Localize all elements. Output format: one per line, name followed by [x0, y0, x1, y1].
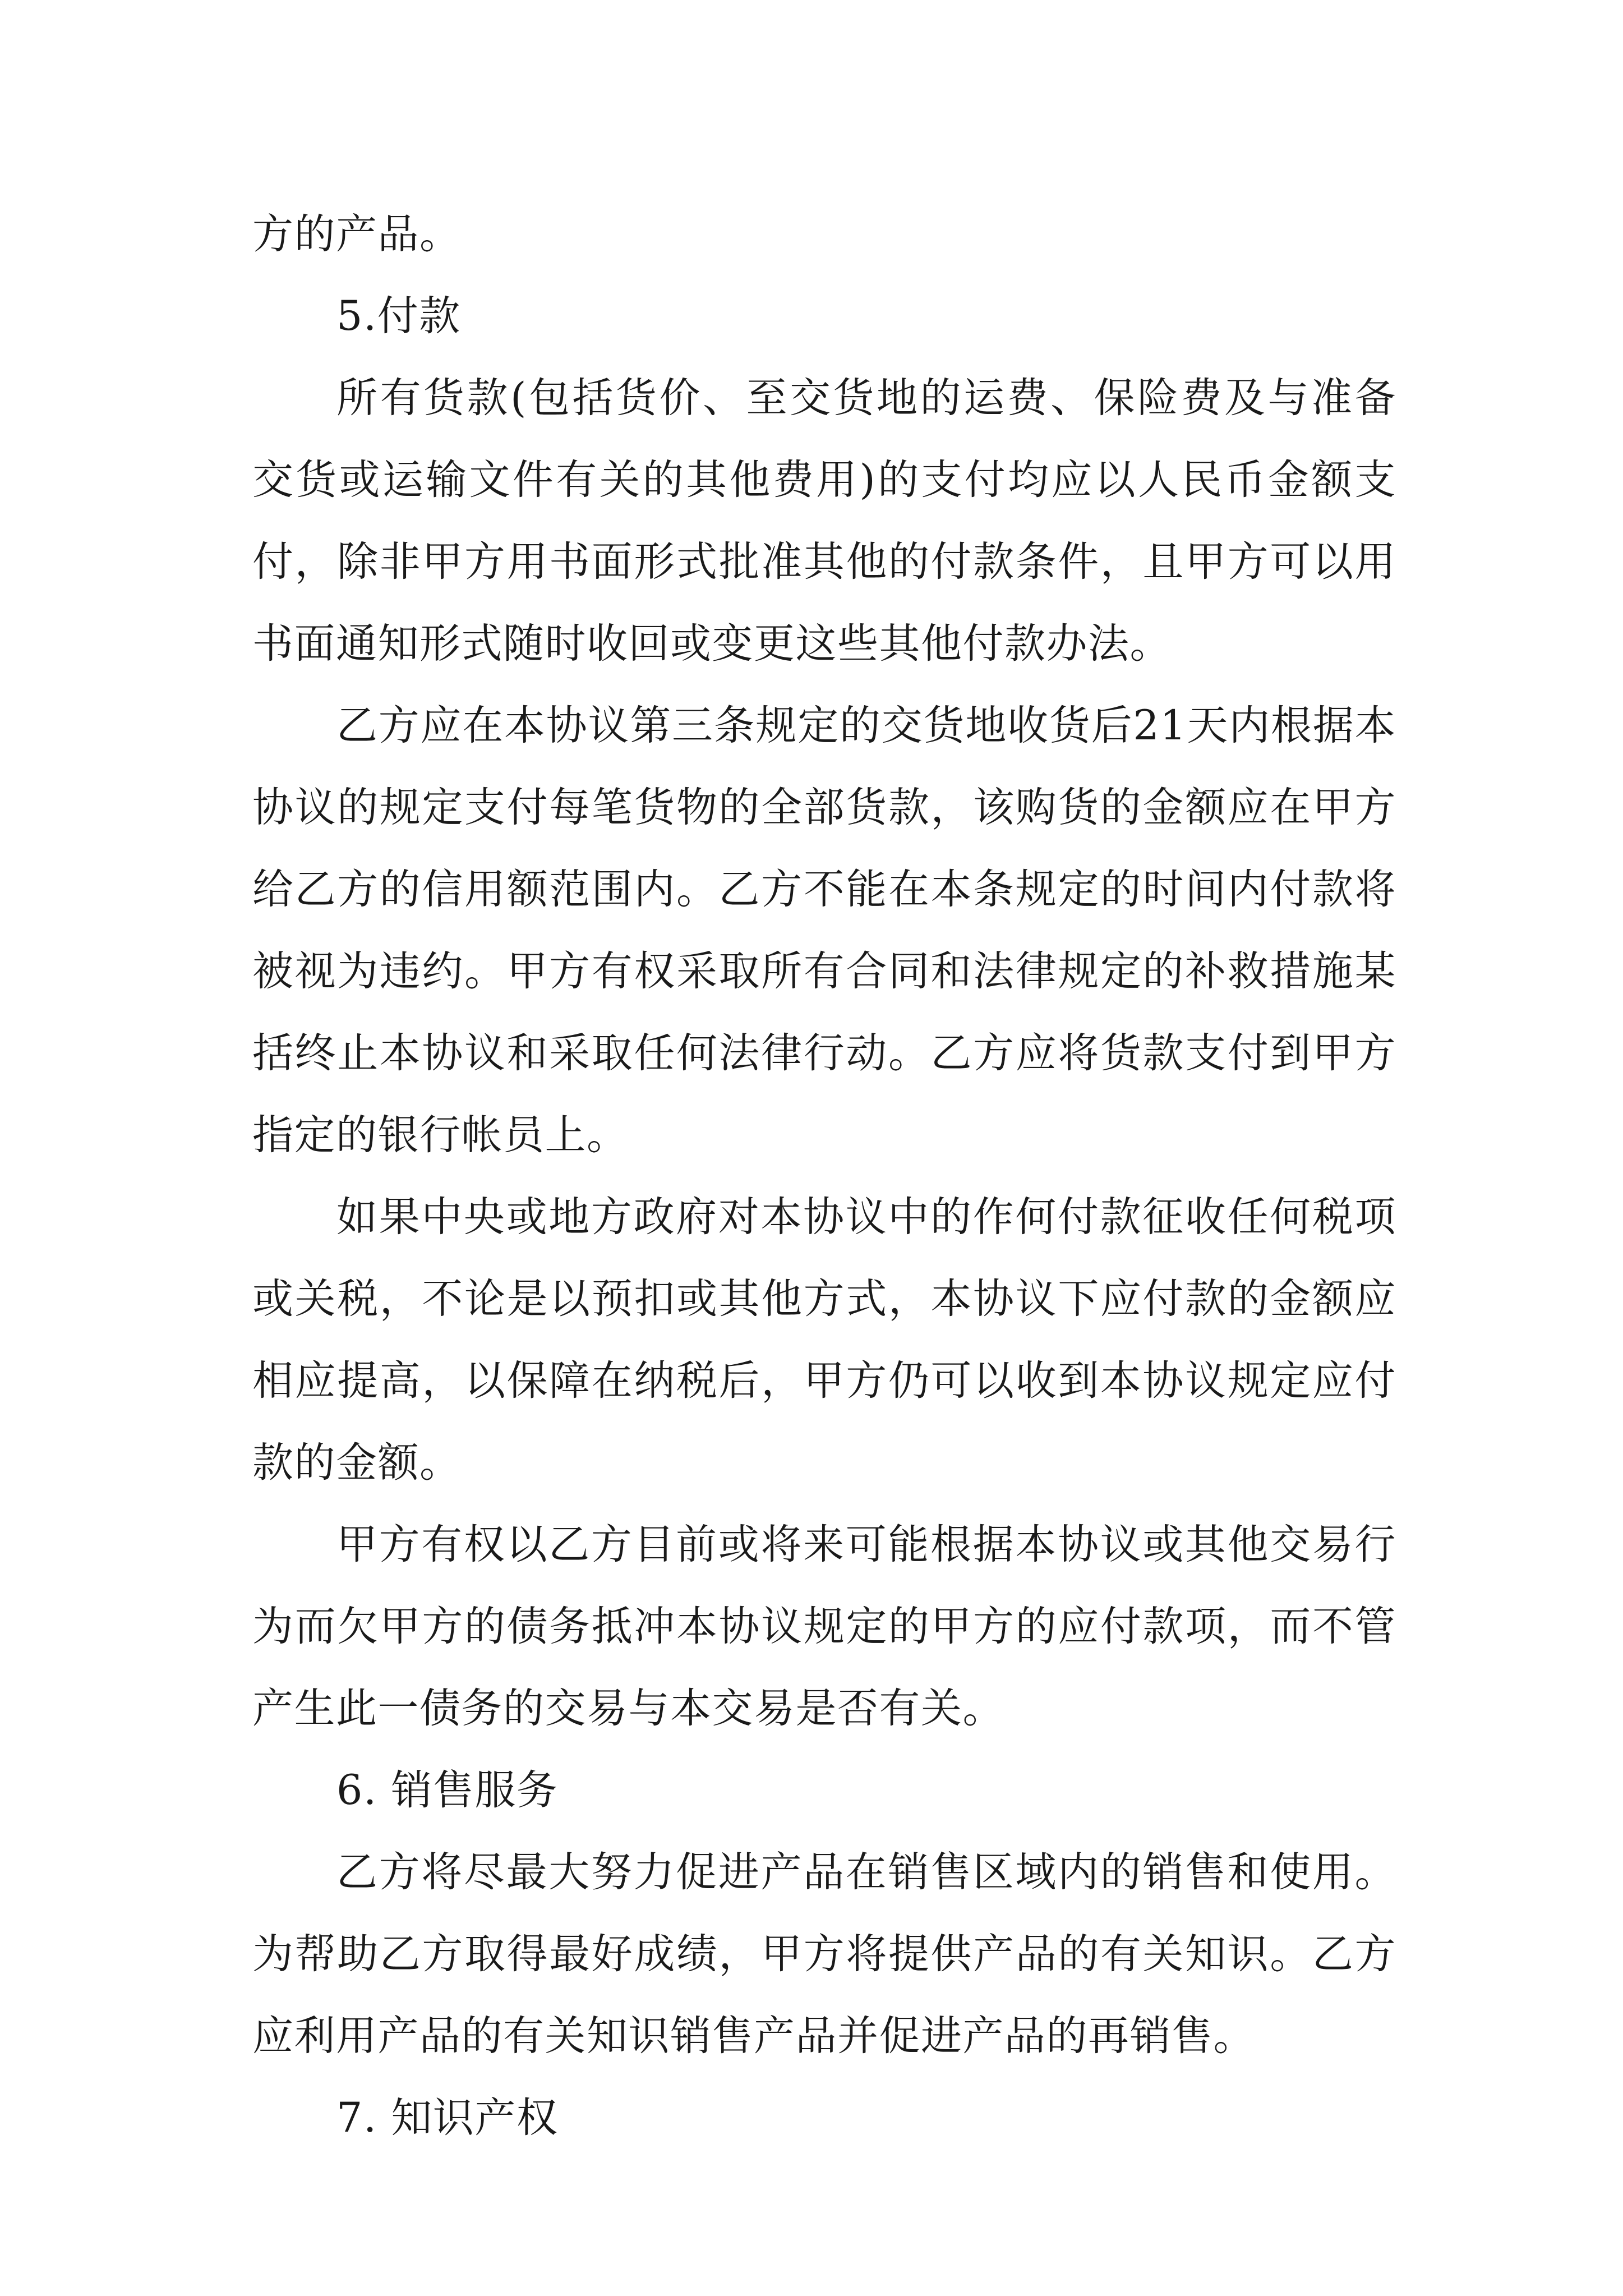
paragraph-sales-service: 乙方将尽最大努力促进产品在销售区域内的销售和使用。为帮助乙方取得最好成绩，甲方将提供产品的有关知识。乙方应利用产品的有关知识销售产品并促进产品的再销售。	[252, 1848, 1396, 2060]
section-heading-intellectual-property: 7. 知识产权	[336, 2094, 559, 2142]
paragraph-offset-rights: 甲方有权以乙方目前或将来可能根据本协议或其他交易行为而欠甲方的债务抵冲本协议规定的甲方的应付款项，而不管产生此一债务的交易与本交易是否有关。	[252, 1521, 1396, 1732]
section-heading-sales-service: 6. 销售服务	[336, 1766, 559, 1814]
document-body	[252, 194, 1396, 2159]
paragraph-payment-currency: 所有货款(包括货价、至交货地的运费、保险费及与准备交货或运输文件有关的其他费用)的支付均应以人民币金额支付，除非甲方用书面形式批准其他的付款条件，且甲方可以用书面通知形式随时收回或变更这些其他付款办法。	[252, 374, 1396, 668]
paragraph-tax: 如果中央或地方政府对本协议中的作何付款征收任何税项或关税，不论是以预扣或其他方式，本协议下应付款的金额应相应提高，以保障在纳税后，甲方仍可以收到本协议规定应付款的金额。	[252, 1193, 1396, 1487]
paragraph-payment-deadline: 乙方应在本协议第三条规定的交货地收货后21天内根据本协议的规定支付每笔货物的全部货款，该购货的金额应在甲方给乙方的信用额范围内。乙方不能在本条规定的时间内付款将被视为违约。甲方有权采取所有合同和法律规定的补救措施某括终止本协议和采取任何法律行动。乙方应将货款支付到甲方指定的银行帐员上。	[252, 702, 1396, 1159]
paragraph-continuation: 方的产品。	[252, 210, 462, 258]
section-heading-payment: 5.付款	[336, 292, 461, 340]
